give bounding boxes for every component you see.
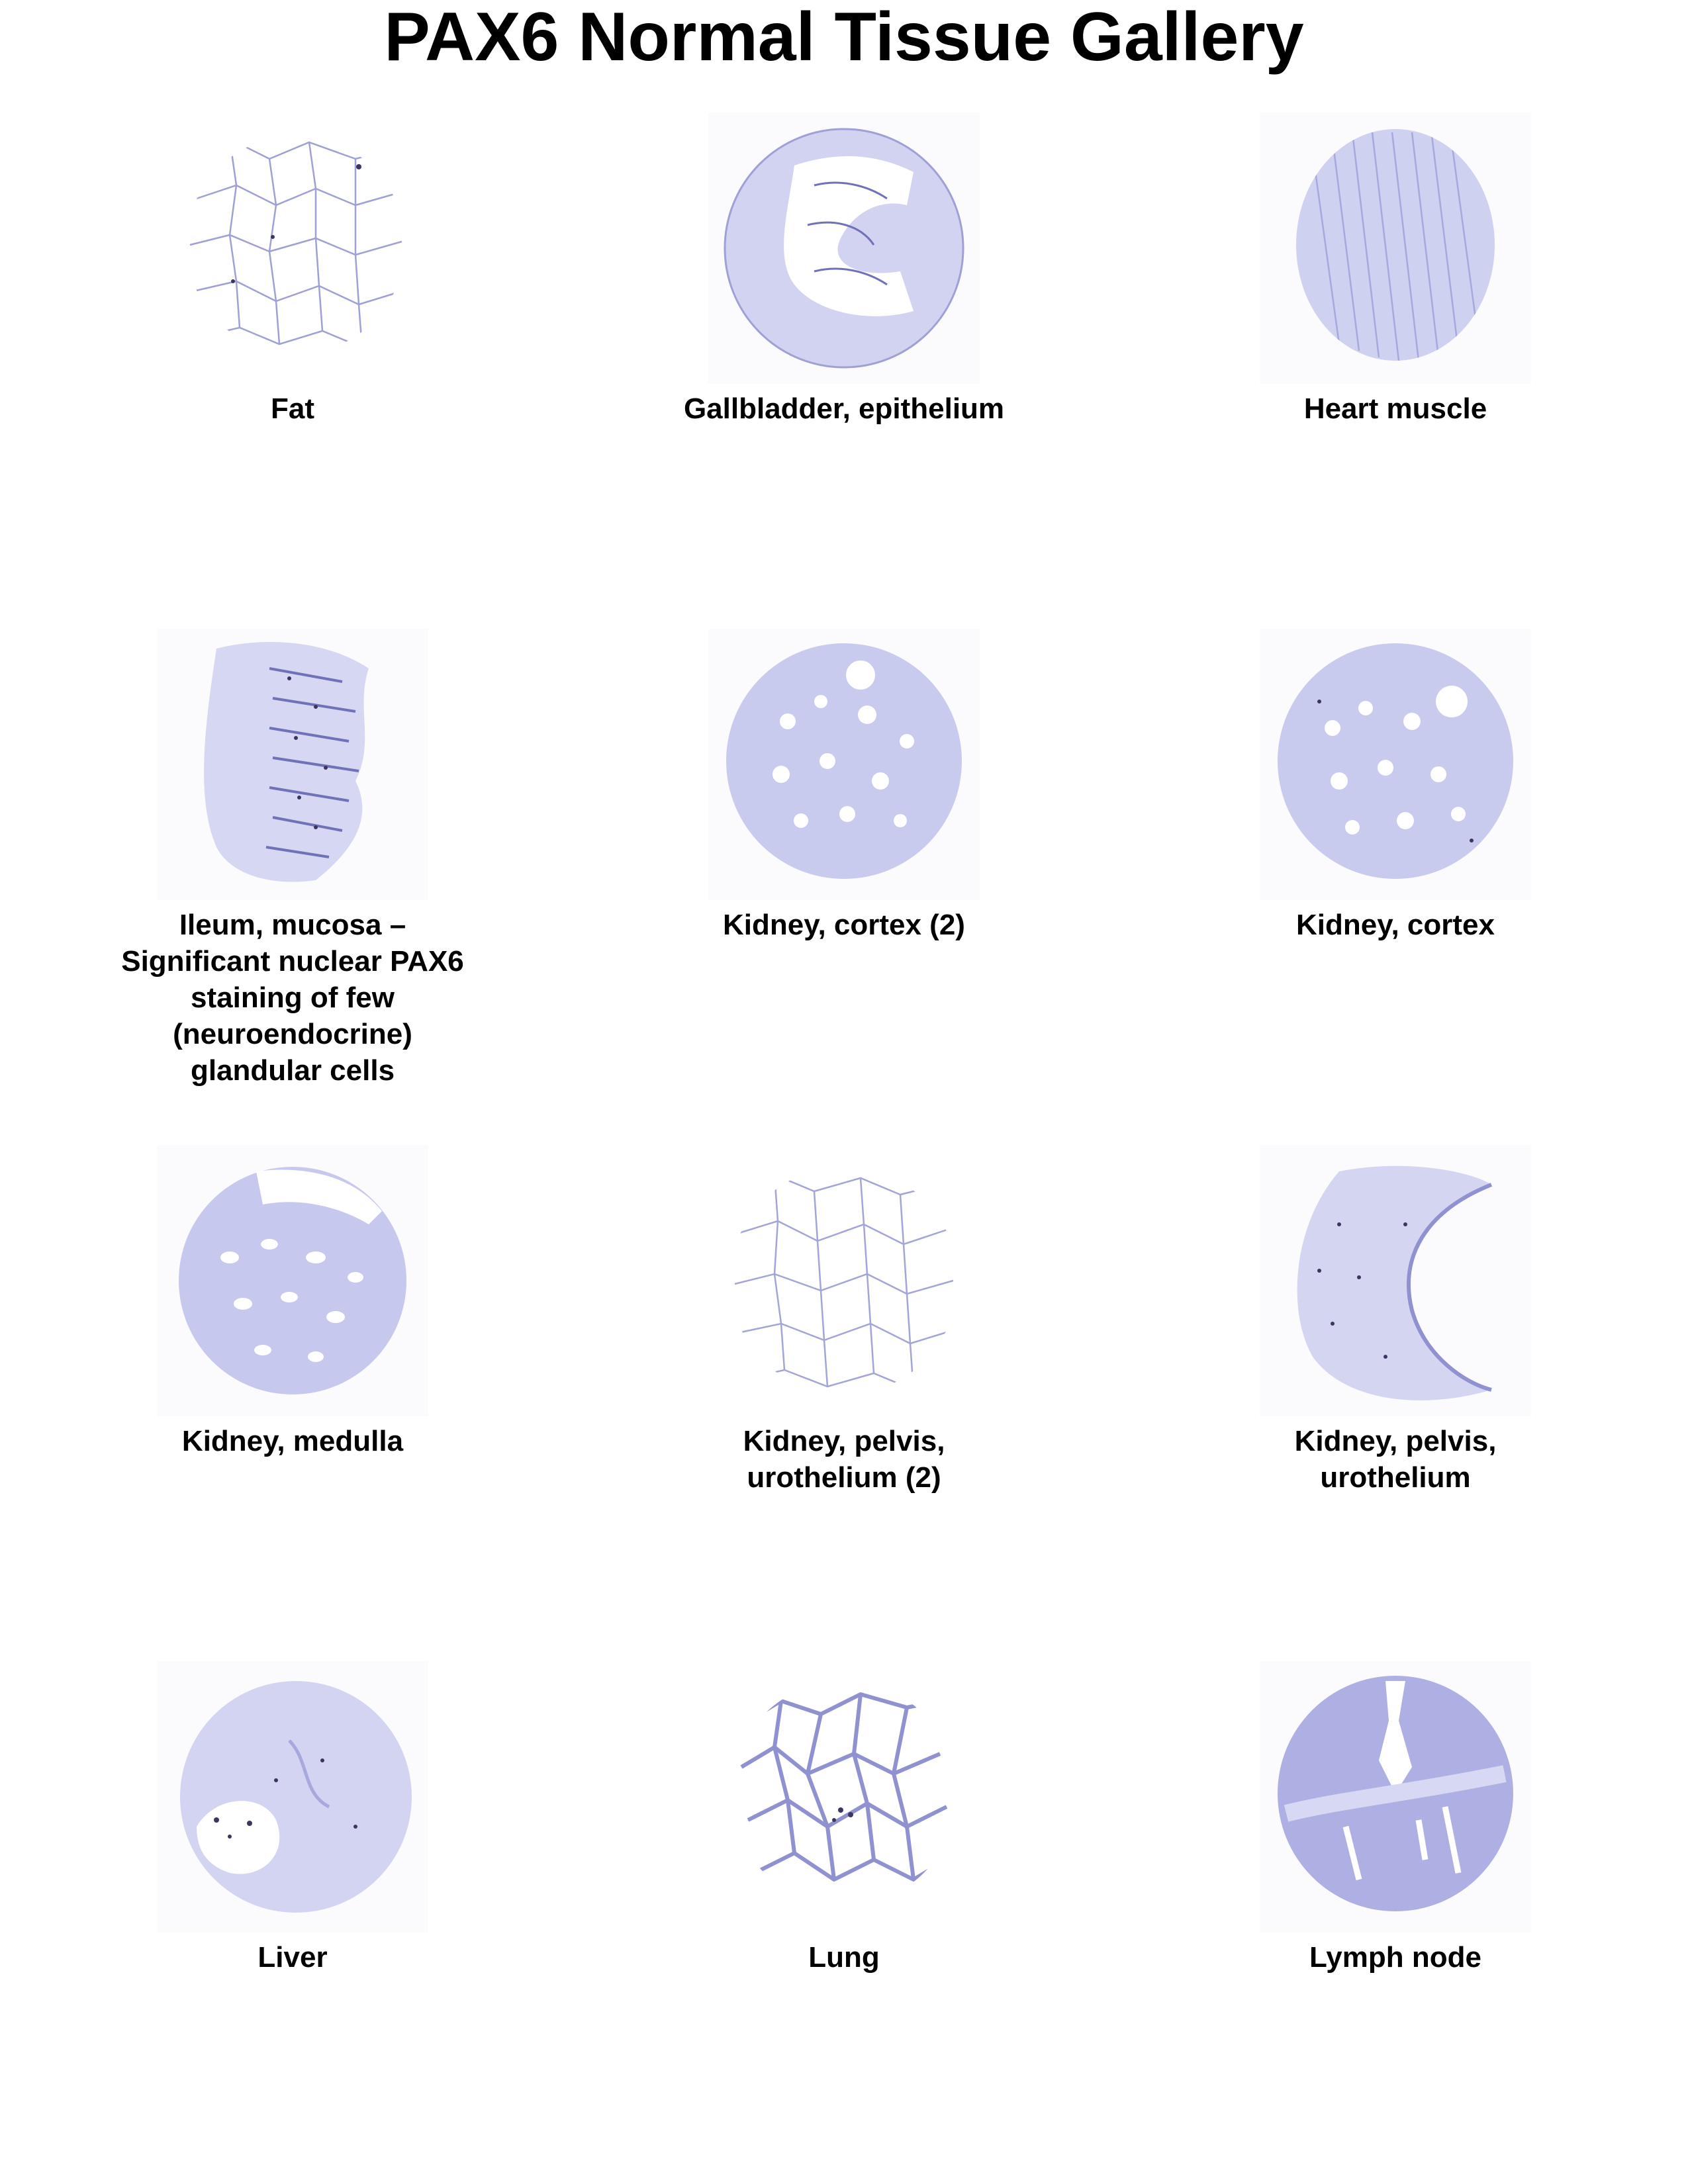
tissue-caption: Kidney, medulla [181, 1425, 404, 1457]
tissue-caption: Kidney, pelvis, urothelium (2) [743, 1425, 945, 1494]
lung-alveoli-icon [708, 1661, 980, 1933]
tissue-tile-kidney-cortex [1210, 629, 1581, 943]
tissue-tile-kidney-pelvis-urothelium [1210, 1145, 1581, 1496]
tissue-caption: Kidney, cortex [1296, 909, 1495, 941]
tissue-tile-ileum [107, 629, 478, 1089]
muscle-fibers-icon [1260, 113, 1531, 384]
tissue-tile-fat [107, 113, 478, 427]
tissue-caption: Liver [258, 1941, 328, 1974]
page-title: PAX6 Normal Tissue Gallery [384, 0, 1304, 75]
tissue-caption: Kidney, cortex (2) [723, 909, 965, 941]
adipose-mesh-icon [708, 1145, 980, 1416]
adipose-mesh-icon [157, 113, 428, 384]
tissue-caption: Heart muscle [1303, 392, 1487, 425]
tissue-tile-kidney-medulla [107, 1145, 478, 1459]
kidney-tubules-icon [1260, 629, 1531, 900]
tissue-caption: Kidney, pelvis, urothelium [1294, 1425, 1497, 1494]
tissue-caption: Fat [271, 392, 314, 425]
kidney-tubules-icon [708, 629, 980, 900]
lymph-node-icon [1260, 1661, 1531, 1933]
gallbladder-folds-icon [708, 113, 980, 384]
tissue-tile-kidney-cortex-2 [659, 629, 1029, 943]
tissue-caption: Lung [808, 1941, 880, 1974]
kidney-medulla-icon [157, 1145, 428, 1416]
liver-lobule-icon [157, 1661, 428, 1933]
tissue-caption: Gallbladder, epithelium [683, 392, 1005, 425]
ileum-villi-icon [157, 629, 428, 900]
tissue-tile-kidney-pelvis-urothelium-2 [659, 1145, 1029, 1496]
tissue-tile-lymph-node [1210, 1661, 1581, 1976]
tissue-caption: Ileum, mucosa – Significant nuclear PAX6 staining of few (neuroendocrine) glandular cells [121, 909, 464, 1087]
tissue-tile-heart-muscle [1210, 113, 1581, 427]
tissue-tile-gallbladder [659, 113, 1029, 427]
urothelium-crescent-icon [1260, 1145, 1531, 1416]
tissue-tile-lung [659, 1661, 1029, 1976]
tissue-caption: Lymph node [1309, 1941, 1481, 1974]
tissue-tile-liver [107, 1661, 478, 1976]
